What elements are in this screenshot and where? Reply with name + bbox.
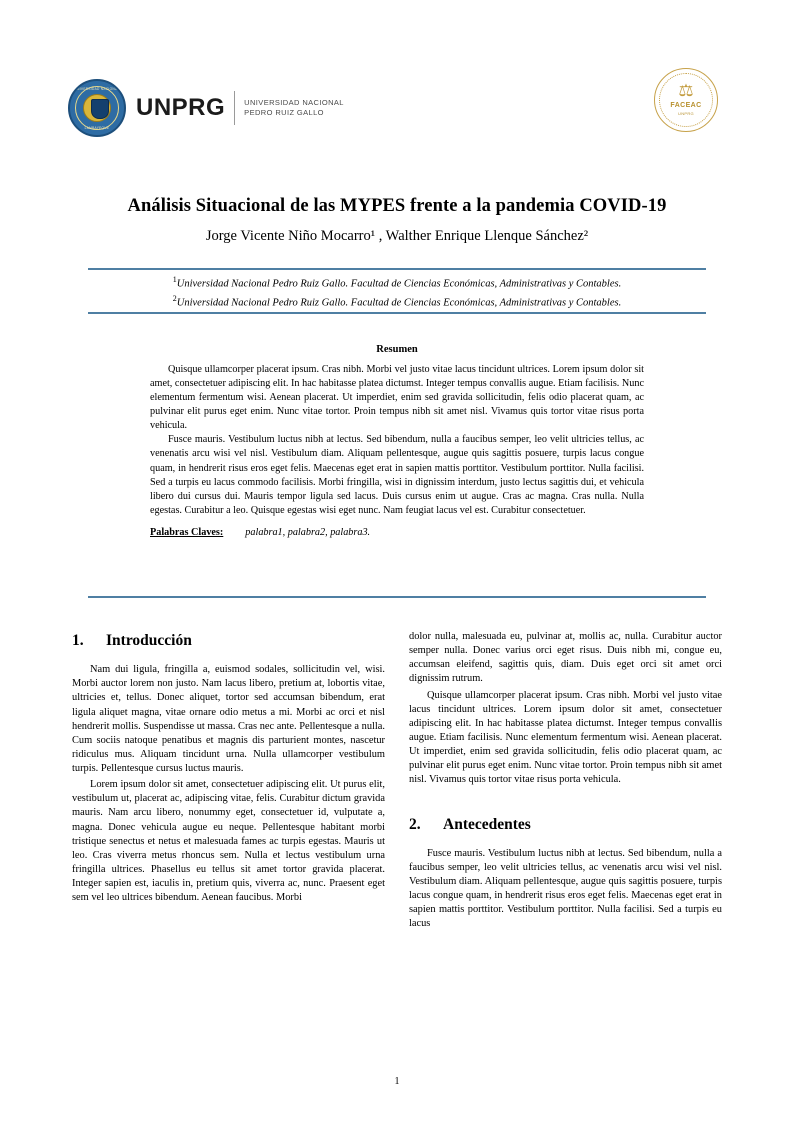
affiliation-2-marker: 2 (172, 293, 177, 303)
author-list: Jorge Vicente Niño Mocarro¹ , Walther Enrique Llenque Sánchez² (205, 228, 589, 244)
intro-paragraph-1: Nam dui ligula, fringilla a, euismod sodales, sollicitudin vel, wisi. Morbi auctor lorem non justo. Nam lacus libero, pretium at, lobortis vitae, ultricies et, tellus. Donec aliquet, tortor sed accumsan bibendum, erat ligula aliquet magna, vitae ornare odio metus a mi. Morbi ac orci et nisl hendrerit mollis. Suspendisse ut massa. Cras nec ante. Pellentesque a nulla. Cum sociis natoque penatibus et magnis dis parturient montes, nascetur ridiculus mus. Aliquam tincidunt urna. Nulla ullamcorper vestibulum turpis. Pellentesque cursus luctus mauris. (72, 664, 385, 775)
section-heading-antecedentes (409, 814, 722, 835)
affiliation-1 (60, 274, 734, 293)
faceac-seal-icon (654, 68, 718, 132)
affiliation-rule-bottom (88, 312, 706, 314)
unprg-full-name (235, 98, 344, 118)
affiliation-2 (60, 293, 734, 312)
faceac-sub: UNPRG (678, 111, 694, 116)
keywords-label: Palabras Claves: (150, 526, 224, 538)
faceac-logo (650, 68, 722, 152)
keywords-row (150, 527, 644, 538)
page-number: 1 (394, 1076, 400, 1087)
unprg-acronym: UNPRG (136, 94, 226, 121)
unprg-logo (68, 72, 344, 144)
unprg-wordmark (136, 87, 344, 129)
intro-paragraph-2-continued: dolor nulla, malesuada eu, pulvinar at, mollis ac, nulla. Curabitur auctor semper nulla. Donec varius orci eget risus. Duis nibh mi, congue eu, accumsan eleifend, sagittis quis, diam. Duis eget orci sit amet orci dignissim rutrum. (409, 631, 722, 685)
section-number-introduccion: 1. (72, 632, 84, 649)
seal-text-top: UNIVERSIDAD NACIONAL (74, 87, 120, 91)
affiliation-1-marker: 1 (172, 275, 177, 284)
faceac-name: FACEAC (670, 102, 702, 109)
section-number-antecedentes: 2. (409, 815, 421, 833)
affiliation-2-text: Universidad Nacional Pedro Ruiz Gallo. Facultad de Ciencias Económicas, Administrativas y Contables. (176, 297, 622, 309)
section-heading-introduccion (72, 630, 385, 651)
abstract-paragraph-1: Quisque ullamcorper placerat ipsum. Cras nibh. Morbi vel justo vitae lacus tincidunt ultrices. Lorem ipsum dolor sit amet, consectetuer adipiscing elit. In hac habitasse platea dictumst. Integer tempus convallis augue. Etiam facilisis. Nunc elementum fermentum wisi. Aenean placerat. Ut imperdiet, enim sed gravida sollicitudin, felis odio placerat quam, ac pulvinar elit purus eget enim. Nunc vitae tortor. Proin tempus nibh sit amet nisl. Vivamus quis tortor vitae risus porta vehicula. (150, 364, 644, 432)
unprg-full-name-line2: PEDRO RUIZ GALLO (244, 108, 324, 117)
keywords-values: palabra1, palabra2, palabra3. (245, 526, 371, 538)
seal-shield-icon (91, 99, 109, 119)
header-logo-row (0, 72, 794, 152)
section-title-introduccion: Introducción (106, 632, 192, 649)
antecedentes-paragraph-1: Fusce mauris. Vestibulum luctus nibh at lectus. Sed bibendum, nulla a faucibus semper, leo velit ultricies tellus, ac venenatis arcu wisi vel nisl. Vestibulum diam. Aliquam pellentesque, augue quis sagittis posuere, turpis lacus congue quam, in hendrerit risus eros eget felis. Maecenas eget erat in sapien mattis porttitor. Vestibulum porttitor. Nulla facilisi. Sed a turpis eu lacus (409, 847, 722, 930)
abstract-rule-bottom (88, 596, 706, 598)
intro-paragraph-2: Lorem ipsum dolor sit amet, consectetuer adipiscing elit. Ut purus elit, vestibulum ut, placerat ac, adipiscing vitae, felis. Curabitur dictum gravida mauris. Nam arcu libero, nonummy eget, consectetuer id, vulputate a, magna. Donec vehicula augue eu neque. Pellentesque habitant morbi tristique senectus et netus et malesuada fames ac turpis egestas. Mauris ut leo. Cras viverra metus rhoncus sem. Nulla et lectus vestibulum urna fringilla ultrices. Phasellus eu tellus sit amet tortor gravida placerat. Integer sapien est, iaculis in, pretium quis, viverra ac, nunc. Praesent eget sem vel leo ultrices bibendum. Aenean faucibus. Morbi (72, 779, 385, 904)
abstract-heading: Resumen (376, 344, 418, 355)
affiliation-1-text: Universidad Nacional Pedro Ruiz Gallo. Facultad de Ciencias Económicas, Administrativas y Contables. (176, 278, 622, 290)
seal-text-bottom: LAMBAYEQUE (84, 126, 110, 130)
column-right (409, 630, 722, 1062)
column-left (72, 630, 385, 1062)
scales-icon: ⚖ (678, 81, 694, 100)
page-title: Análisis Situacional de las MYPES frente a la pandemia COVID-19 (127, 196, 667, 216)
unprg-full-name-line1: UNIVERSIDAD NACIONAL (244, 97, 344, 107)
body-columns (72, 630, 722, 1062)
section-spacer (409, 788, 722, 814)
university-seal-icon (68, 79, 126, 137)
abstract-paragraph-2: Fusce mauris. Vestibulum luctus nibh at lectus. Sed bibendum, nulla a faucibus semper, leo velit ultricies tellus, ac venenatis arcu wisi vel nisl. Vestibulum diam. Aliquam pellentesque, augue quis sagittis posuere, turpis lacus congue quam, in hendrerit risus eros eget felis. Maecenas eget erat in sapien mattis porttitor. Vestibulum porttitor. Nulla facilisi. Sed a turpis eu lacus commodo facilisis. Morbi fringilla, wisi in dignissim interdum, justo lectus sagittis dui, et vehicula libero dui cursus dui. Mauris tempor ligula sed lacus. Duis cursus enim ut augue. Cras ac magna. Cras nulla. Nulla egestas. Curabitur a leo. Quisque egestas wisi eget nunc. Nam feugiat lacus vel est. Curabitur consectetuer. (150, 434, 644, 516)
affiliation-block (60, 274, 734, 312)
intro-paragraph-3: Quisque ullamcorper placerat ipsum. Cras nibh. Morbi vel justo vitae lacus tincidunt ultrices. Lorem ipsum dolor sit amet, consectetuer adipiscing elit. In hac habitasse platea dictumst. Integer tempus convallis augue. Etiam facilisis. Nunc elementum fermentum wisi. Aenean placerat. Ut imperdiet, enim sed gravida sollicitudin, felis odio placerat quam, ac pulvinar elit purus eget enim. Nunc vitae tortor. Proin tempus nibh sit amet nisl. Vivamus quis tortor vitae risus porta vehicula. (409, 689, 722, 786)
affiliation-rule-top (88, 268, 706, 270)
section-title-antecedentes: Antecedentes (443, 815, 531, 833)
abstract-section (150, 344, 644, 538)
